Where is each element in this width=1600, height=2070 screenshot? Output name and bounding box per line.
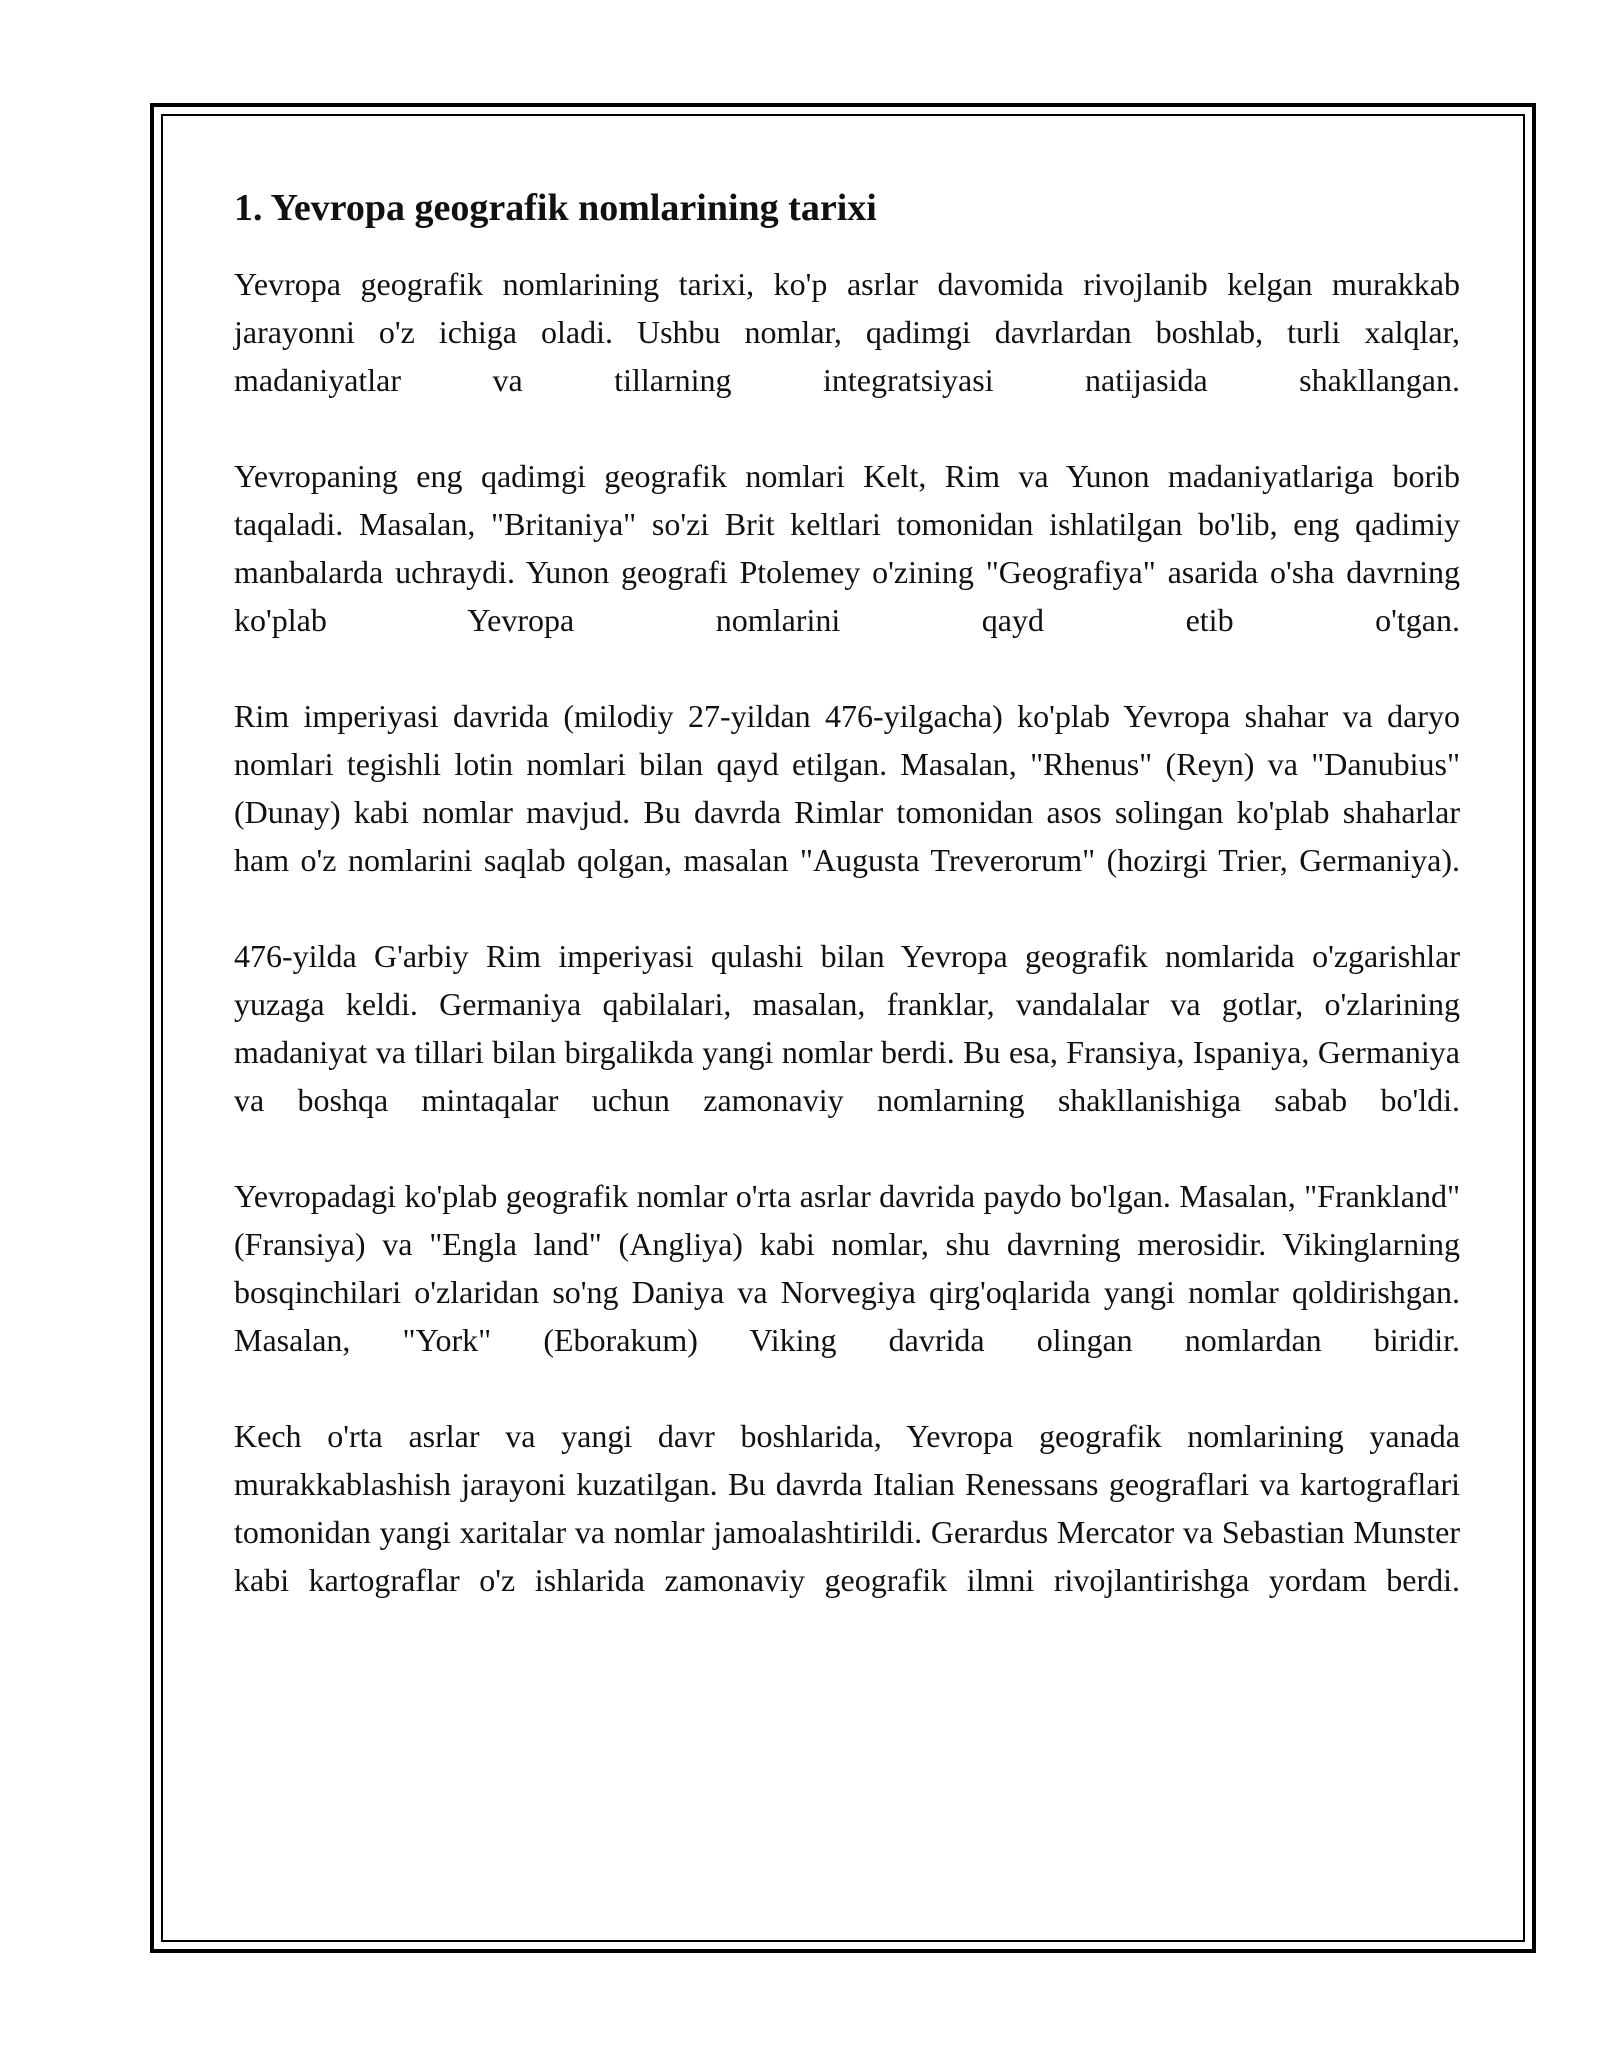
paragraph-1: Yevropa geografik nomlarining tarixi, ko'p asrlar davomida rivojlanib kelgan murakkab jarayonni o'z ichiga oladi. Ushbu nomlar, qadimgi davrlardan boshlab, turli xalqlar, madaniyatlar va tillarning integratsiyasi natijasida shakllangan. — [234, 266, 1460, 398]
paragraph-5: Yevropadagi ko'plab geografik nomlar o'rta asrlar davrida paydo bo'lgan. Masalan, "Frankland" (Fransiya) va "Engla land" (Angliya) kabi nomlar, shu davrning merosidir. Vikinglarning bosqinchilari o'zlaridan so'ng Daniya va Norvegiya qirg'oqlarida yangi nomlar qoldirishgan. Masalan, "York" (Eborakum) Viking davrida olingan nomlardan biridir. — [234, 1178, 1460, 1358]
paragraph-4: 476-yilda G'arbiy Rim imperiyasi qulashi bilan Yevropa geografik nomlarida o'zgarishlar yuzaga keldi. Germaniya qabilalari, masalan, franklar, vandalalar va gotlar, o'zlarining madaniyat va tillari bilan birgalikda yangi nomlar berdi. Bu esa, Fransiya, Ispaniya, Germaniya va boshqa mintaqalar uchun zamonaviy nomlarning shakllanishiga sabab bo'ldi. — [234, 938, 1460, 1118]
paragraph-2: Yevropaning eng qadimgi geografik nomlari Kelt, Rim va Yunon madaniyatlariga borib taqaladi. Masalan, "Britaniya" so'zi Brit keltlari tomonidan ishlatilgan bo'lib, eng qadimiy manbalarda uchraydi. Yunon geografi Ptolemey o'zining "Geografiya" asarida o'sha davrning ko'plab Yevropa nomlarini qayd etib o'tgan. — [234, 458, 1460, 638]
document-body — [234, 184, 1460, 1652]
section-title: 1. Yevropa geografik nomlarining tarixi — [234, 187, 877, 229]
paragraph-6: Kech o'rta asrlar va yangi davr boshlarida, Yevropa geografik nomlarining yanada murakkablashish jarayoni kuzatilgan. Bu davrda Italian Renessans geograflari va kartograflari tomonidan yangi xaritalar va nomlar jamoalashtirildi. Gerardus Mercator va Sebastian Munster kabi kartograflar o'z ishlarida zamonaviy geografik ilmni rivojlantirishga yordam berdi. — [234, 1418, 1460, 1598]
paragraph-3: Rim imperiyasi davrida (milodiy 27-yildan 476-yilgacha) ko'plab Yevropa shahar va daryo nomlari tegishli lotin nomlari bilan qayd etilgan. Masalan, "Rhenus" (Reyn) va "Danubius" (Dunay) kabi nomlar mavjud. Bu davrda Rimlar tomonidan asos solingan ko'plab shaharlar ham o'z nomlarini saqlab qolgan, masalan "Augusta Treverorum" (hozirgi Trier, Germaniya). — [234, 698, 1460, 878]
